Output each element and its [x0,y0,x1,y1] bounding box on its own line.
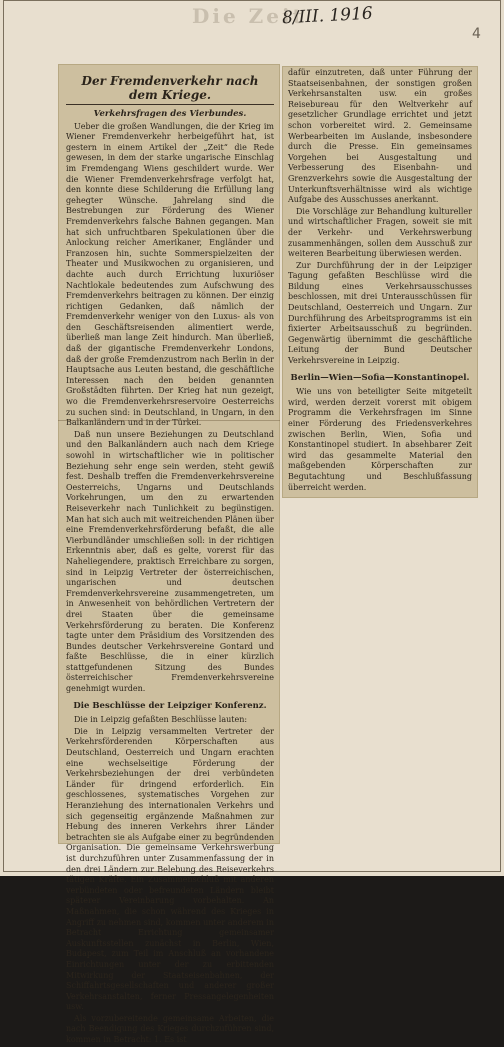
section-heading: Die Beschlüsse der Leipziger Konferenz. [73,700,267,711]
paragraph: Die Vorschläge zur Behandlung kultureller und wirtschaftlicher Fragen, soweit sie mit der Verkehr- und Verkehrswerbung zusammenhängen, sollen dem Ausschuß zur weiteren Bearbeitung überwiesen werden. [288,206,472,259]
page-header [0,0,504,40]
paragraph: Daß nun unsere Beziehungen zu Deutschland und den Balkanländern auch nach dem Kriege sowohl in wirtschaftlicher wie in politischer Beziehung sehr enge sein werden, steht gewiß fest. Deshalb treffen die Fremdenverkehrsvereine Oesterreichs, Ungarns und Deutschlands Vorkehrungen, um den zu erwartenden Reiseverkehr nach Tunlichkeit zu begünstigen. Man hat sich auch mit weitreichenden Plänen über eine Fremdenverkehrsförderung befaßt, die alle Vierbundländer umschließen soll: in der richtigen Erkenntnis aber, daß es gelte, vorerst für das Naheliegendere, praktisch Erreichbare zu sorgen, sind in Leipzig Vertreter der österreichischen, ungarischen und deutschen Fremdenverkehrsvereine zusammengetreten, um in Anwesenheit von behördlichen Vertretern der drei Staaten über die gemeinsame Verkehrsförderung zu beraten. Die Konferenz tagte unter dem Präsidium des Vorsitzenden des Bundes deutscher Verkehrsvereine Gontard und faßte Beschlüsse, die in einer kürzlich stattgefundenen Sitzung des Bundes österreichischer Fremdenverkehrsvereine genehmigt wurden. [66,429,274,694]
paper-fold-line [58,420,280,421]
paragraph: Als vorzubereitende gemeinsame Arbeiten, die nach Beendigung des Krieges durchzuführen sind, kommen in Betracht: 1. Es ist [66,1013,274,1045]
paragraph: Wie uns von beteiligter Seite mitgeteilt wird, werden derzeit vorerst mit obigem Programm die Verkehrsfragen im Sinne einer Förderung des Friedensverkehres zwischen Berlin, Wien, Sofia und Konstantinopel studiert. In absehbarer Zeit wird das gesammelte Material den maßgebenden Körperschaften zur Begutachtung und Beschlußfassung überreicht werden. [288,387,472,492]
clipping-right-column [282,66,478,498]
clipping-left-column [58,64,280,1045]
headline-rule [66,104,274,105]
paragraph: Zur Durchführung der in der Leipziger Tagung gefaßten Beschlüsse wird die Bildung eines Verkehrsausschusses beschlossen, mit drei Unterausschüssen für Deutschland, Oesterreich und Ungarn. Zur Durchführung des Arbeitsprogramms ist ein fixierter Arbeitsausschuß zu begründen. Gegenwärtig übernimmt die geschäftliche Leitung der Bund Deutscher Verkehrsvereine in Leipzig. [288,260,472,366]
paragraph: Ueber die großen Wandlungen, die der Krieg im Wiener Fremdenverkehr herbeigeführt hat, ist gestern in einem Artikel der „Zeit“ die Rede gewesen, in dem der starke ungarische Einschlag im Fremdengang Wiens geschildert wurde. Wer die Wiener Fremdenverkehrsfrage verfolgt hat, den konnte diese Schilderung die Erfüllung lang gehegter Wünsche. Jahrelang sind die Bestrebungen zur Förderung des Wiener Fremdenverkehrs falsche Bahnen gegangen. Man hat sich unfruchtbaren Spekulationen über die Anlockung reicher Amerikaner, Engländer und Franzosen hin, suchte Sommerspielzeiten der Theater und Musikwochen zu organisieren, und dachte auch durch Errichtung luxuriöser Nachtlokale bedeutendes zum Aufschwung des Fremdenverkehrs beitragen zu können. Der einzig richtigen Gedanken, daß nämlich der Fremdenverkehr weniger von den Luxus- als von den Geschäftsreisenden alimentiert werde, überließ man lange Zeit hindurch. Man überließ, daß der gigantische Fremdenverkehr Londons, daß der große Fremdenzustrom nach Berlin in der Hauptsache aus Leuten bestand, die geschäftliche Interessen nach den beiden genannten Großstädten führten. Der Krieg hat nun gezeigt, wo die Fremdenverkehrsreservoire Oesterreichs zu suchen sind: in Deutschland, in Ungarn, in den Balkanländern und in der Türkei. [66,121,274,428]
paragraph: dafür einzutreten, daß unter Führung der Staatseisenbahnen, der sonstigen großen Verkehrsanstalten usw. ein großes Reisebureau für den Weltverkehr auf gesetzlicher Grundlage errichtet und jetzt schon vorbereitet wird. 2. Gemeinsame Werbearbeiten im Auslande, insbesondere durch die Presse. Ein gemeinsames Vorgehen bei Ausgestaltung und Verbesserung des Eisenbahn- und Grenzverkehrs sowie die Ausgestaltung der Unterkunftsverhältnisse wird als wichtige Aufgabe des Ausschusses anerkannt. [288,68,472,205]
article-headline: Der Fremdenverkehr nach dem Kriege. [81,74,259,102]
article-subhead: Verkehrsfragen des Vierbundes. [93,109,247,119]
handwritten-date: 8/III. 1916 [281,3,374,29]
section-heading: Berlin—Wien—Sofia—Konstantinopel. [290,372,470,383]
paragraph: Die in Leipzig versammelten Vertreter der Verkehrsförderenden Körperschaften aus Deutschland, Oesterreich und Ungarn erachten eine wechselseitige Förderung der Verkehrsbeziehungen der drei verbündeten Länder für dringend erforderlich. Ein geschlossenes, systematisches Vorgehen zur Heranziehung des internationalen Verkehrs und sich gegenseitig ergänzende Maßnahmen zur Hebung des inneren Verkehrs ihrer Länder betrachten sie als Aufgabe einer zu begründenden Organisation. Die gemeinsame Verkehrswerbung ist durchzuführen unter Zusammenfassung der in den drei Ländern zur Belebung des Reiseverkehrs tätigen Kräfte. Ein Zusammenschluß mit anderen verbündeten oder befreundeten Ländern bleibt späterer Vereinbarung vorbehalten. An Maßnahmen, die schon während des Krieges in Angriff zu nehmen sind, kommen unter anderem in Betracht Errichtung gemeinsamer Auskunftsstellen zunächst in Berlin, Wien, Budapest, zum Teil im Anschluß an vorhandene Einrichtungen unter der zu erbittenden Mitwirkung der Staatseisenbahnen, der Schiffahrtsgesellschaften und anderer großer Verkehrsanstalten, ferner Pressangelegenheiten usw. [66,726,274,1012]
article-body-left [66,70,274,1047]
newspaper-masthead: Die Zeit [192,4,305,28]
archive-number: 4 [472,26,481,42]
article-body-right [288,68,472,494]
paragraph: Die in Leipzig gefaßten Beschlüsse lauten: [74,715,248,725]
